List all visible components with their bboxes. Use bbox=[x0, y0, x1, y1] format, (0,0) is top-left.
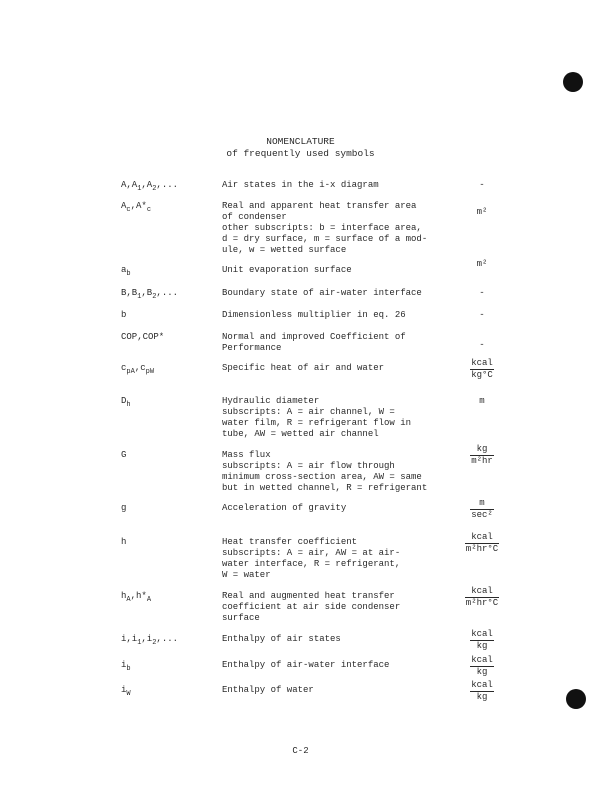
symbol-description: Real and apparent heat transfer area of condenser other subscripts: b = interface area, d = dry surface, m = surface of a mod- ule, w = wetted surface bbox=[222, 201, 428, 255]
page-number: C-2 bbox=[292, 746, 309, 756]
unit-numerator: kcal bbox=[471, 629, 493, 639]
unit-denominator: kg°C bbox=[471, 370, 493, 380]
unit-denominator: m²hr bbox=[471, 456, 493, 466]
symbol: COP,COP* bbox=[121, 332, 165, 342]
nomenclature-title: NOMENCLATURE bbox=[266, 136, 335, 147]
symbol: $i_b$ bbox=[121, 660, 131, 673]
punch-hole-top bbox=[563, 72, 583, 92]
symbol-unit: - bbox=[479, 340, 485, 350]
symbol-unit bbox=[450, 498, 514, 521]
symbol: $i_W$ bbox=[121, 685, 131, 698]
symbol: g bbox=[121, 503, 127, 513]
unit-denominator: kg bbox=[476, 667, 488, 677]
symbol: $h_A,h*_A$ bbox=[121, 591, 152, 604]
unit-numerator: kcal bbox=[471, 358, 493, 368]
symbol: $a_b$ bbox=[121, 265, 131, 278]
symbol-unit: m² bbox=[476, 259, 488, 269]
symbol-unit bbox=[450, 680, 514, 703]
unit-denominator: sec² bbox=[471, 510, 493, 520]
symbol-unit: - bbox=[479, 180, 485, 190]
unit-numerator: kg bbox=[470, 444, 494, 456]
nomenclature-subtitle: of frequently used symbols bbox=[226, 148, 375, 159]
symbol-unit bbox=[450, 586, 514, 609]
symbol-unit bbox=[450, 655, 514, 678]
symbol-description: Acceleration of gravity bbox=[222, 503, 347, 513]
symbol-description: Mass flux subscripts: A = air flow through minimum cross-section area, AW = same but in wetted channel, R = refrigerant bbox=[222, 450, 428, 493]
symbol-description: Enthalpy of water bbox=[222, 685, 314, 695]
unit-denominator: kg bbox=[476, 692, 488, 702]
symbol-unit bbox=[450, 444, 514, 467]
unit-numerator: m bbox=[470, 498, 494, 510]
symbol: $D_h$ bbox=[121, 396, 131, 409]
symbol-description: Air states in the i-x diagram bbox=[222, 180, 379, 190]
punch-hole-bottom bbox=[566, 689, 586, 709]
unit-numerator: kcal bbox=[465, 532, 499, 544]
unit-denominator: m²hr°C bbox=[465, 544, 499, 554]
symbol-description: Real and augmented heat transfer coefficient at air side condenser surface bbox=[222, 591, 401, 623]
symbol: $A,A_1,A_2$,... bbox=[121, 180, 179, 193]
symbol-unit bbox=[450, 532, 514, 555]
symbol: $i,i_1,i_2$,... bbox=[121, 634, 179, 647]
unit-numerator: kcal bbox=[471, 680, 493, 690]
symbol-description: Specific heat of air and water bbox=[222, 363, 385, 373]
symbol: $c_{pA},c_{pW}$ bbox=[121, 363, 155, 376]
symbol-description: Boundary state of air-water interface bbox=[222, 288, 422, 298]
unit-numerator: kcal bbox=[465, 586, 499, 598]
unit-numerator: kcal bbox=[471, 655, 493, 665]
unit-denominator: m²hr°C bbox=[465, 598, 499, 608]
symbol-description: Dimensionless multiplier in eq. 26 bbox=[222, 310, 406, 320]
symbol: G bbox=[121, 450, 127, 460]
symbol-unit: - bbox=[479, 288, 485, 298]
unit-denominator: kg bbox=[476, 641, 488, 651]
symbol-description: Hydraulic diameter subscripts: A = air channel, W = water film, R = refrigerant flow in tube, AW = wetted air channel bbox=[222, 396, 412, 439]
symbol-description: Heat transfer coefficient subscripts: A = air, AW = at air- water interface, R = refrigerant, W = water bbox=[222, 537, 401, 580]
symbol-unit: m bbox=[479, 396, 485, 406]
symbol-unit: m² bbox=[476, 207, 488, 217]
symbol-description: Enthalpy of air states bbox=[222, 634, 341, 644]
symbol-description: Unit evaporation surface bbox=[222, 265, 352, 275]
symbol-description: Normal and improved Coefficient of Performance bbox=[222, 332, 406, 353]
symbol: h bbox=[121, 537, 127, 547]
symbol-unit: - bbox=[479, 310, 485, 320]
symbol-unit bbox=[450, 358, 514, 381]
symbol: b bbox=[121, 310, 127, 320]
symbol-unit bbox=[450, 629, 514, 652]
symbol: $A_c,A*_c$ bbox=[121, 201, 152, 214]
symbol-description: Enthalpy of air-water interface bbox=[222, 660, 390, 670]
symbol: $B,B_1,B_2$,... bbox=[121, 288, 179, 301]
